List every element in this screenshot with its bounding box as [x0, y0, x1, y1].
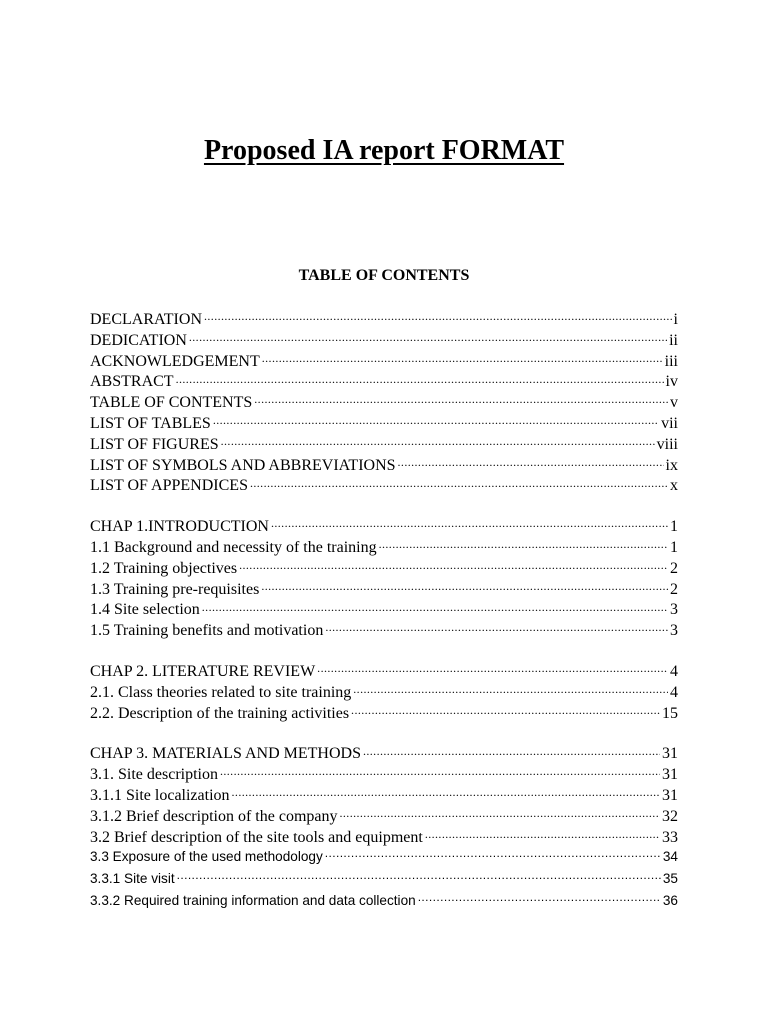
toc-entry-label: 2.1. Class theories related to site training: [90, 683, 352, 701]
dot-leader: [271, 515, 668, 531]
toc-entry-page: 31: [662, 786, 678, 804]
toc-entry-page: 4: [670, 662, 678, 680]
toc-entry-list-of-symbols: [90, 454, 678, 475]
dot-leader: [213, 412, 659, 428]
dot-leader: [325, 619, 668, 635]
toc-entry-page: x: [670, 477, 678, 495]
toc-entry-3-1: [90, 763, 678, 784]
toc-entry-page: iv: [665, 373, 678, 391]
toc-entry-page: 3: [670, 622, 678, 640]
toc-entry-label: 3.1. Site description: [90, 766, 218, 784]
toc-entry-label: DECLARATION: [90, 311, 202, 328]
toc-entry-1-2: [90, 557, 678, 578]
toc-entry-page: v: [670, 394, 678, 412]
toc-entry-page: 31: [662, 766, 678, 784]
toc-entry-label: 2.2. Description of the training activities: [90, 704, 350, 722]
toc-entry-1-4: [90, 598, 678, 619]
toc-entry-3-1-1: [90, 784, 678, 805]
toc-entry-2-2: [90, 702, 678, 723]
toc-entry-label: 1.3 Training pre-requisites: [90, 580, 260, 598]
toc-entry-page: 33: [662, 828, 678, 846]
toc-entry-label: 1.5 Training benefits and motivation: [90, 622, 324, 640]
toc-entry-3-3-2: [90, 890, 678, 912]
toc-entry-label: ABSTRACT: [90, 373, 174, 391]
toc-entry-abstract: [90, 370, 678, 391]
toc-entry-label: 1.4 Site selection: [90, 601, 200, 619]
toc-entry-list-of-tables: [90, 412, 678, 433]
dot-leader: [351, 702, 660, 718]
toc-entry-list-of-appendices: [90, 474, 678, 495]
toc-entry-label: LIST OF SYMBOLS AND ABBREVIATIONS: [90, 456, 396, 474]
section-gap: [90, 722, 678, 742]
toc-entry-label: LIST OF FIGURES: [90, 435, 219, 453]
toc-entry-1-1: [90, 536, 678, 557]
dot-leader: [176, 370, 664, 386]
toc-entry-page: iii: [664, 352, 678, 370]
toc-entry-label: 1.2 Training objectives: [90, 559, 238, 577]
toc-entry-label: TABLE OF CONTENTS: [90, 394, 253, 412]
toc-entry-label: 3.1.1 Site localization: [90, 786, 230, 804]
toc-heading: TABLE OF CONTENTS: [298, 267, 470, 284]
toc-entry-page: viii: [656, 435, 678, 453]
toc-entry-3-1-2: [90, 805, 678, 826]
dot-leader: [379, 536, 668, 552]
toc-entry-page: 1: [670, 538, 678, 556]
toc-entry-label: LIST OF APPENDICES: [90, 477, 248, 495]
toc-entry-dedication: [90, 329, 678, 350]
toc-entry-label: CHAP 3. MATERIALS AND METHODS: [90, 745, 361, 763]
toc-entry-acknowledgement: [90, 350, 678, 371]
dot-leader: [262, 350, 663, 366]
toc-entry-label: 3.2 Brief description of the site tools and equipment: [90, 828, 423, 846]
dot-leader: [220, 763, 660, 779]
toc-entry-3-3-1: [90, 868, 678, 890]
toc-entry-page: 32: [662, 807, 678, 825]
toc-entry-page: i: [673, 311, 678, 328]
toc-entry-3-3: [90, 846, 678, 868]
toc-entry-2-1: [90, 681, 678, 702]
dot-leader: [398, 454, 664, 470]
toc-entry-label: LIST OF TABLES: [90, 414, 211, 432]
document-title: Proposed IA report FORMAT: [203, 135, 565, 166]
toc-entry-page: 2: [670, 559, 678, 577]
toc-entry-page: vii: [661, 414, 678, 432]
dot-leader: [189, 329, 667, 345]
toc-entry-page: 34: [662, 849, 678, 865]
toc-entry-declaration: [90, 308, 678, 329]
toc-entry-page: 15: [662, 704, 678, 722]
toc-entry-page: 1: [670, 518, 678, 536]
toc-entry-1-3: [90, 578, 678, 599]
toc-entry-list-of-figures: [90, 433, 678, 454]
toc-entry-page: 4: [670, 683, 678, 701]
toc-entry-label: 3.1.2 Brief description of the company: [90, 807, 338, 825]
dot-leader: [250, 474, 668, 490]
dot-leader: [261, 578, 668, 594]
toc-entry-table-of-contents: [90, 391, 678, 412]
toc-entry-page: ii: [669, 331, 678, 349]
toc-entry-label: ACKNOWLEDGEMENT: [90, 352, 260, 370]
dot-leader: [353, 681, 668, 697]
dot-leader: [340, 805, 661, 821]
toc-entry-label: CHAP 1.INTRODUCTION: [90, 518, 269, 536]
dot-leader: [363, 742, 660, 758]
toc-entry-label: DEDICATION: [90, 331, 187, 349]
toc-entry-page: 36: [662, 893, 678, 909]
section-gap: [90, 640, 678, 660]
toc-entry-label: 3.3.1 Site visit: [90, 871, 175, 887]
toc-entry-1-5: [90, 619, 678, 640]
toc-entry-label: 3.3.2 Required training information and data collection: [90, 893, 416, 909]
dot-leader: [202, 598, 668, 614]
toc-entry-chapter-2: [90, 660, 678, 681]
table-of-contents: [90, 308, 678, 912]
dot-leader: [177, 870, 661, 884]
dot-leader: [254, 391, 668, 407]
dot-leader: [232, 784, 660, 800]
dot-leader: [317, 660, 668, 676]
toc-entry-label: 3.3 Exposure of the used methodology: [90, 849, 323, 865]
dot-leader: [239, 557, 668, 573]
toc-entry-page: 35: [662, 871, 678, 887]
toc-entry-label: 1.1 Background and necessity of the training: [90, 538, 377, 556]
toc-entry-page: 31: [662, 745, 678, 763]
section-gap: [90, 495, 678, 515]
dot-leader: [418, 892, 661, 906]
dot-leader: [425, 826, 660, 842]
toc-entry-page: 3: [670, 601, 678, 619]
toc-entry-page: 2: [670, 580, 678, 598]
dot-leader: [325, 848, 661, 862]
toc-entry-page: ix: [665, 456, 678, 474]
toc-entry-3-2: [90, 826, 678, 847]
toc-entry-label: CHAP 2. LITERATURE REVIEW: [90, 662, 316, 680]
dot-leader: [204, 308, 672, 324]
toc-entry-chapter-1: [90, 515, 678, 536]
dot-leader: [221, 433, 655, 449]
toc-entry-chapter-3: [90, 742, 678, 763]
